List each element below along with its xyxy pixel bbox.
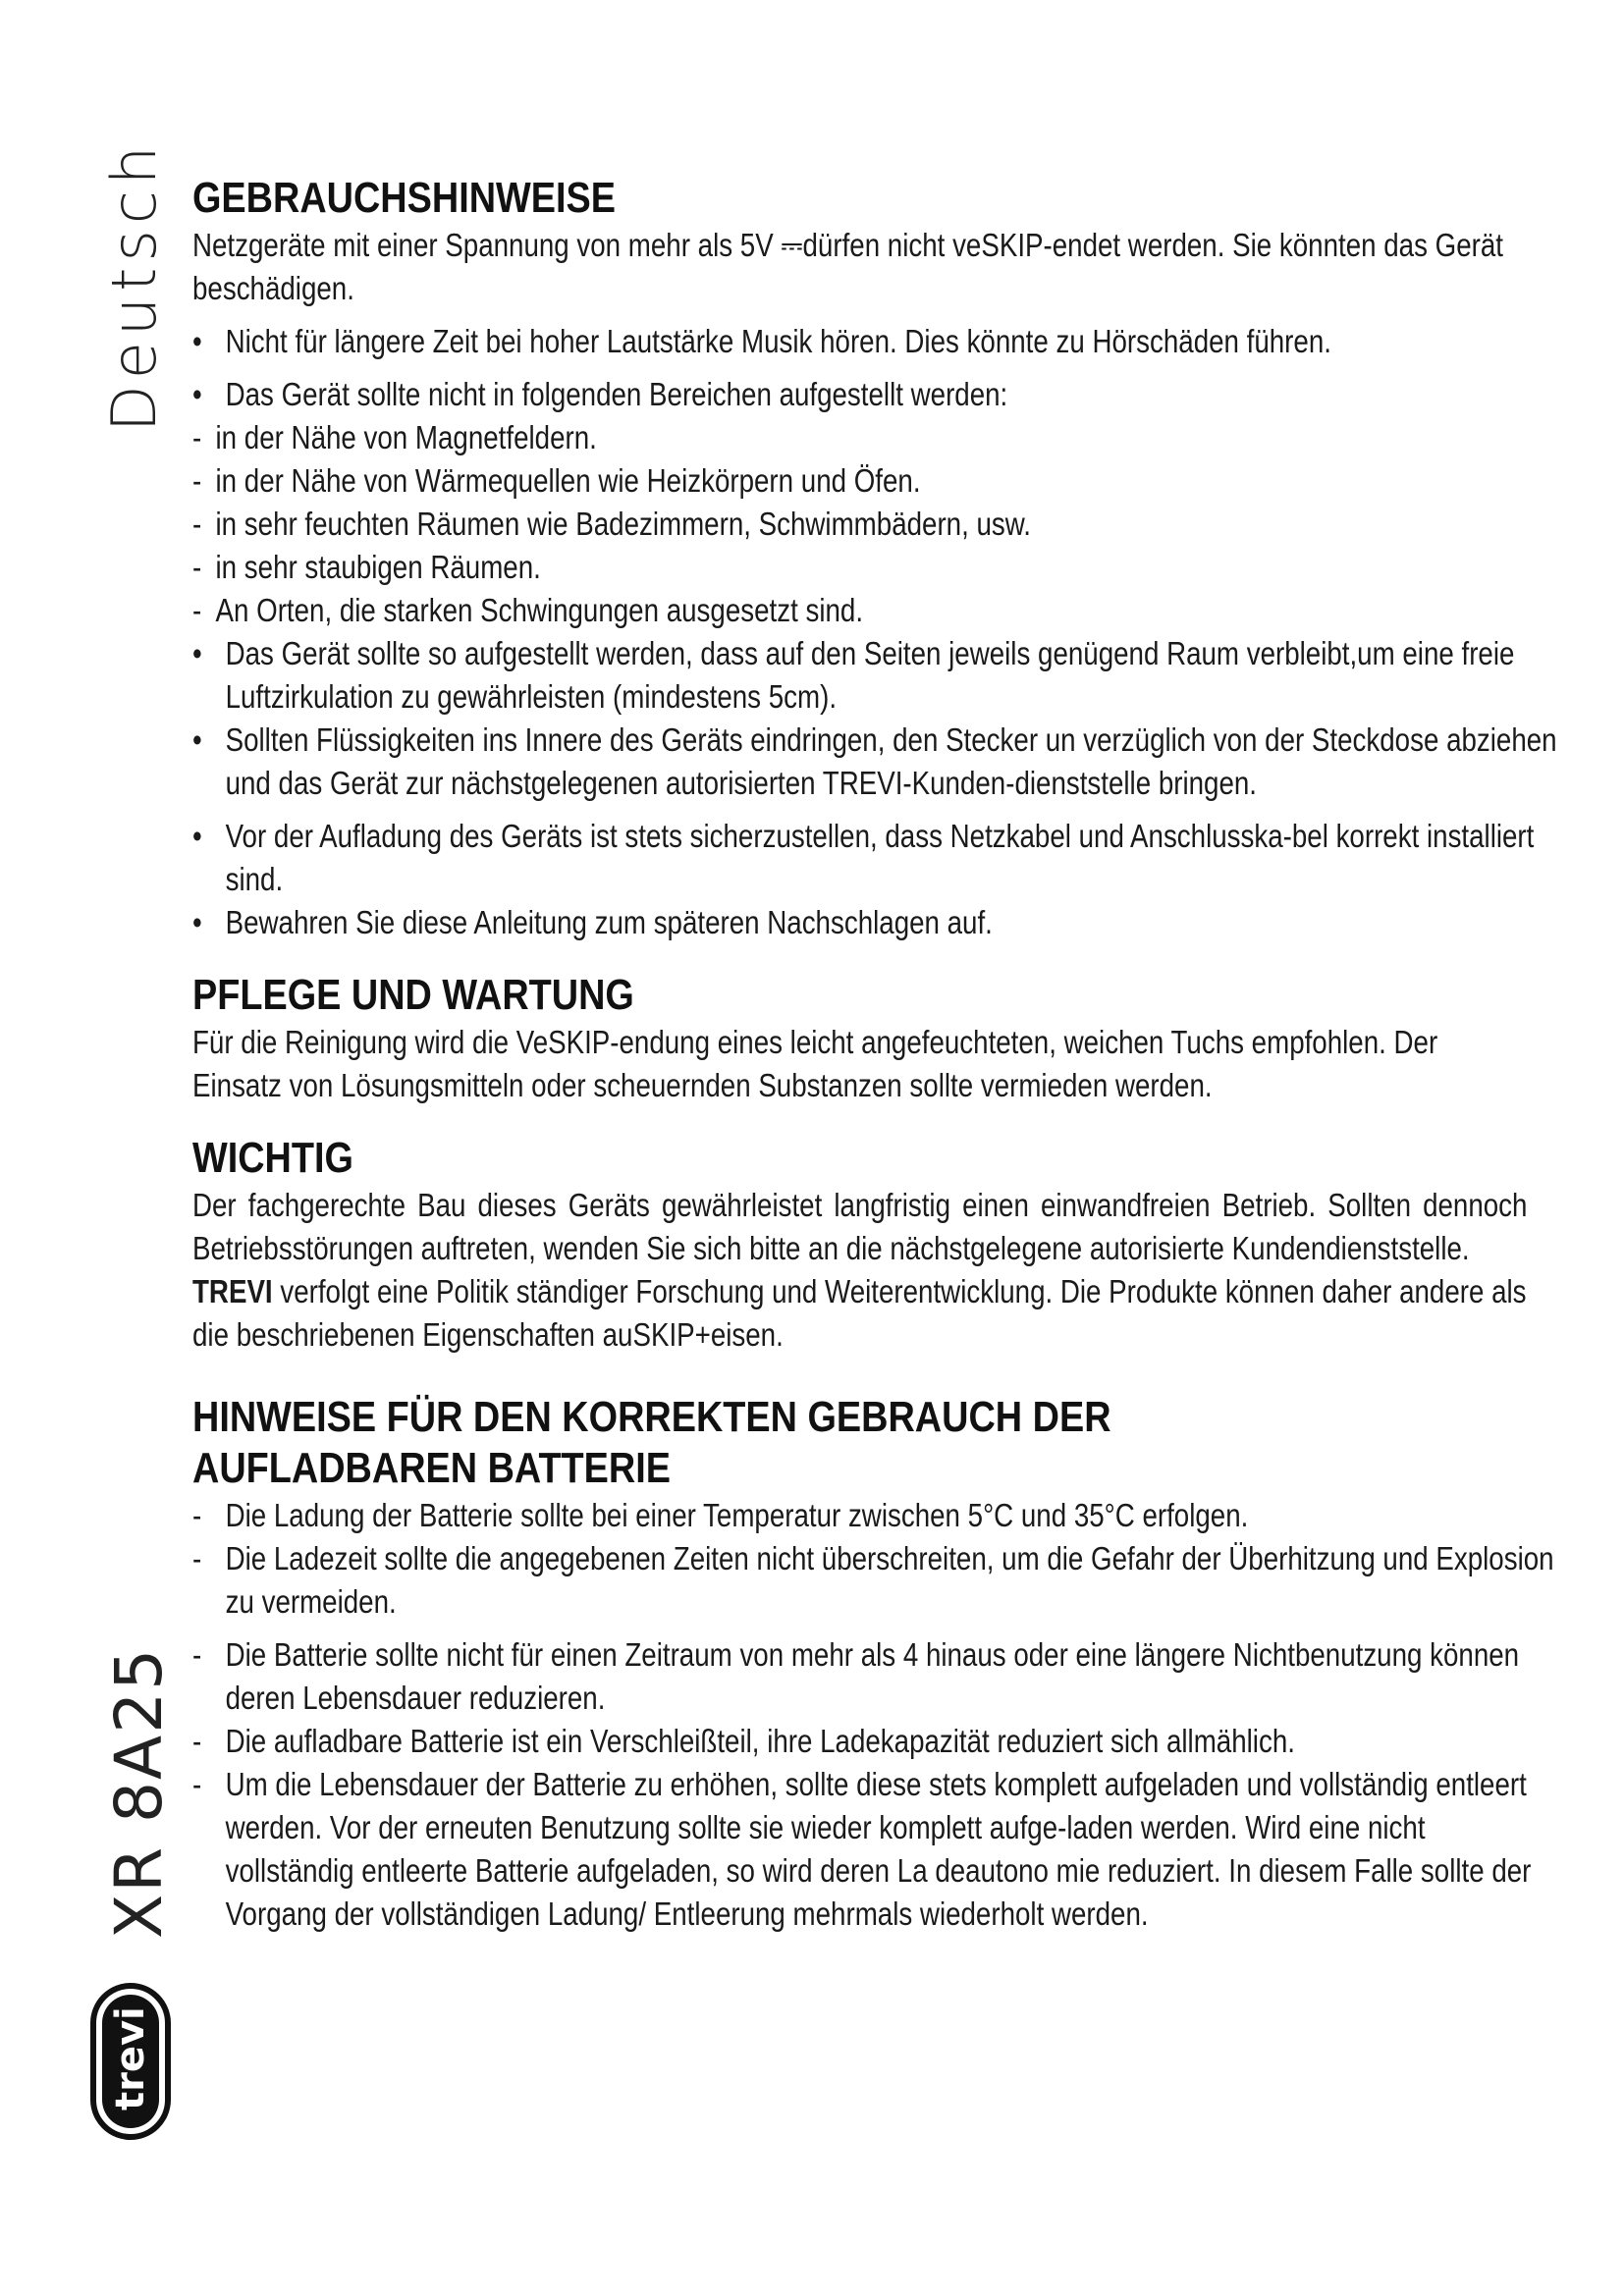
list-item: • Vor der Aufladung des Geräts ist stets sicherzustellen, dass Netzkabel und Anschlusska-bel korrekt installiert sind.	[192, 818, 1535, 897]
important-text-2-body: verfolgt eine Politik ständiger Forschung und Weiterentwicklung. Die Produkte können daher andere als die beschriebenen Eigenschaften auSKIP+eisen.	[192, 1273, 1527, 1353]
list-item: - Die Ladung der Batterie sollte bei einer Temperatur zwischen 5°C und 35°C erfolgen.	[192, 1497, 1249, 1533]
model-text: XR 8A25	[101, 1646, 177, 1939]
list-item: - in der Nähe von Wärmequellen wie Heizkörpern und Öfen.	[192, 462, 921, 499]
list-item: - An Orten, die starken Schwingungen ausgesetzt sind.	[192, 592, 864, 628]
list-item: • Nicht für längere Zeit bei hoher Lautstärke Musik hören. Dies könnte zu Hörschäden führen.	[192, 323, 1331, 359]
care-text: Für die Reinigung wird die VeSKIP-endung eines leicht angefeuchteten, weichen Tuchs empfohlen. Der Einsatz von Lösungsmitteln oder scheuernden Substanzen sollte vermieden werden.	[192, 1024, 1438, 1103]
language-text: Deutsch	[98, 139, 170, 432]
important-text-2	[192, 1270, 1527, 1357]
list-item: - Die Batterie sollte nicht für einen Zeitraum von mehr als 4 hinaus oder eine längere Nichtbenutzung können deren Lebensdauer reduzieren.	[192, 1636, 1520, 1716]
list-item: - Die aufladbare Batterie ist ein Verschleißteil, ihre Ladekapazität reduziert sich allmählich.	[192, 1723, 1295, 1759]
list-item: • Das Gerät sollte so aufgestellt werden, dass auf den Seiten jeweils genügend Raum verbleibt,um eine freie Luftzirkulation zu gewährleisten (mindestens 5cm).	[192, 635, 1515, 715]
list-item: - in sehr staubigen Räumen.	[192, 549, 541, 585]
list-item: • Bewahren Sie diese Anleitung zum späteren Nachschlagen auf.	[192, 904, 993, 940]
svg-text:trevi: trevi	[108, 2006, 153, 2110]
list-item: • Sollten Flüssigkeiten ins Innere des Geräts eindringen, den Stecker un verzüglich von der Steckdose abziehen und das Gerät zur nächstgelegenen autorisierten TREVI-Kunden-dienststelle bringen.	[192, 721, 1557, 801]
usage-title: GEBRAUCHSHINWEISE	[192, 174, 616, 222]
important-text: Der fachgerechte Bau dieses Geräts gewährleistet langfristig einen einwandfreien Betrieb. Sollten dennoch Betriebsstörungen auftreten, wenden Sie sich bitte an die nächstgelegene autorisierte Kundendienststelle.	[192, 1187, 1528, 1266]
important-title: WICHTIG	[192, 1134, 353, 1182]
trevi-logo-icon	[90, 1983, 171, 2140]
list-item: - in der Nähe von Magnetfeldern.	[192, 419, 597, 455]
brand-name: TREVI	[192, 1273, 273, 1309]
battery-title: HINWEISE FÜR DEN KORREKTEN GEBRAUCH DER AUFLADBAREN BATTERIE	[192, 1393, 1111, 1492]
content	[192, 173, 1557, 1936]
care-title: PFLEGE UND WARTUNG	[192, 971, 634, 1019]
usage-intro: Netzgeräte mit einer Spannung von mehr als 5V ⎓dürfen nicht veSKIP-endet werden. Sie könnten das Gerät beschädigen.	[192, 227, 1503, 306]
list-item: - in sehr feuchten Räumen wie Badezimmern, Schwimmbädern, usw.	[192, 506, 1031, 542]
list-item: - Um die Lebensdauer der Batterie zu erhöhen, sollte diese stets komplett aufgeladen und vollständig entleert werden. Vor der erneuten Benutzung sollte sie wieder komplett aufge-laden werden. Wird eine nicht vollständig entleerte Batterie aufgeladen, so wird deren La deautono mie reduziert. In diesem Falle sollte der Vorgang der vollständigen Ladung/ Entleerung mehrmals wiederholt werden.	[192, 1766, 1532, 1932]
list-item: - Die Ladezeit sollte die angegebenen Zeiten nicht überschreiten, um die Gefahr der Überhitzung und Explosion zu vermeiden.	[192, 1540, 1554, 1620]
list-item: • Das Gerät sollte nicht in folgenden Bereichen aufgestellt werden:	[192, 376, 1008, 412]
